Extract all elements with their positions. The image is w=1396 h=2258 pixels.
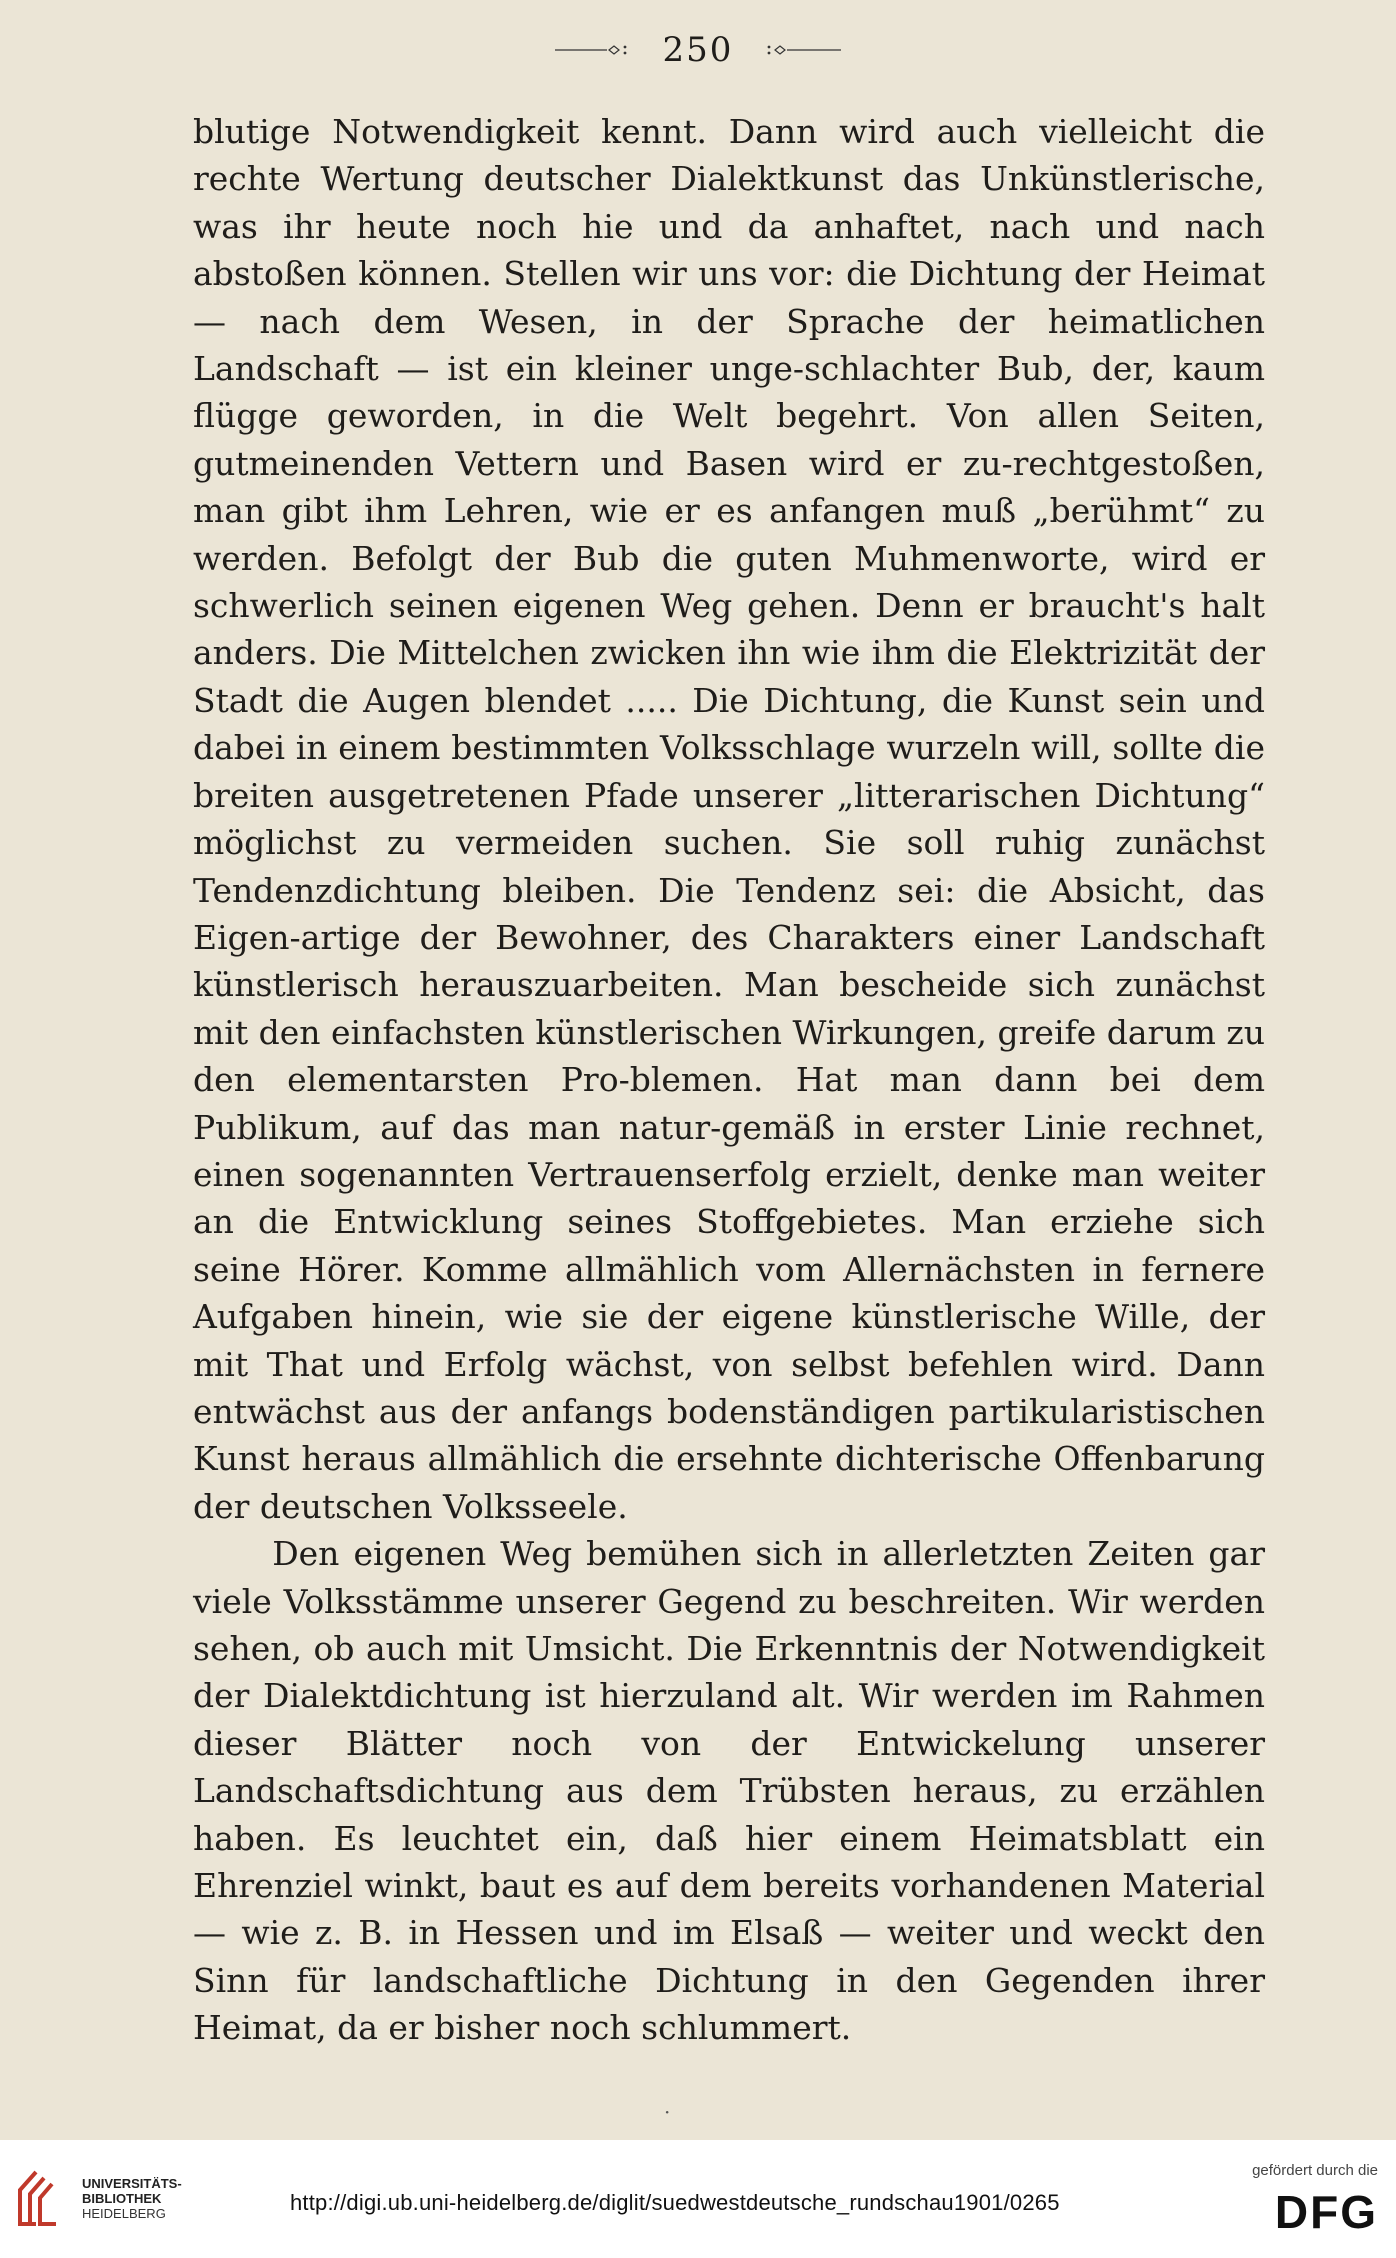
library-line-3: HEIDELBERG bbox=[82, 2205, 166, 2221]
library-logo[interactable] bbox=[16, 2168, 182, 2228]
ornament-left-icon bbox=[555, 40, 635, 60]
library-logo-icon bbox=[16, 2168, 70, 2228]
source-url-link[interactable]: http://digi.ub.uni-heidelberg.de/diglit/suedwestdeutsche_rundschau1901/0265 bbox=[290, 2190, 1060, 2215]
dfg-block[interactable] bbox=[1252, 2162, 1378, 2239]
paragraph-1: blutige Notwendigkeit kennt. Dann wird auch vielleicht die rechte Wertung deutscher Dialektkunst das Unkünstlerische, was ihr heute noch hie und da anhaftet, nach und nach abstoßen können. Stellen wir uns vor: die Dichtung der Heimat — nach dem Wesen, in der Sprache der heimatlichen Landschaft — ist ein kleiner unge-schlachter Bub, der, kaum flügge geworden, in die Welt begehrt. Von allen Seiten, gutmeinenden Vettern und Basen wird er zu-rechtgestoßen, man gibt ihm Lehren, wie er es anfangen muß „berühmt“ zu werden. Befolgt der Bub die guten Muhmenworte, wird er schwerlich seinen eigenen Weg gehen. Denn er braucht's halt anders. Die Mittelchen zwicken ihn wie ihm die Elektrizität der Stadt die Augen blendet ..... Die Dichtung, die Kunst sein und dabei in einem bestimmten Volksschlage wurzeln will, sollte die breiten ausgetretenen Pfade unserer „litterarischen Dichtung“ möglichst zu vermeiden suchen. Sie soll ruhig zunächst Tendenzdichtung bleiben. Die Tendenz sei: die Absicht, das Eigen-artige der Bewohner, des Charakters einer Landschaft künstlerisch herauszuarbeiten. Man bescheide sich zunächst mit den einfachsten künstlerischen Wirkungen, greife darum zu den elementarsten Pro-blemen. Hat man dann bei dem Publikum, auf das man natur-gemäß in erster Linie rechnet, einen sogenannten Vertrauenserfolg erzielt, denke man weiter an die Entwicklung seines Stoffgebietes. Man erziehe sich seine Hörer. Komme allmählich vom Allernächsten in fernere Aufgaben hinein, wie sie der eigene künstlerische Wille, der mit That und Erfolg wächst, von selbst befehlen wird. Dann entwächst aus der anfangs bodenständigen partikularistischen Kunst heraus allmählich die ersehnte dichterische Offenbarung der deutschen Volksseele. bbox=[193, 112, 1266, 1526]
funding-caption: gefördert durch die bbox=[1252, 2162, 1378, 2179]
library-name bbox=[82, 2176, 182, 2221]
body-text bbox=[193, 108, 1265, 2052]
page-header bbox=[0, 30, 1396, 70]
dfg-logo: DFG bbox=[1274, 2186, 1378, 2238]
page-number: 250 bbox=[662, 30, 734, 70]
library-line-1: UNIVERSITÄTS- bbox=[82, 2175, 182, 2191]
page-dot: · bbox=[664, 2100, 671, 2124]
footer-bar bbox=[0, 2140, 1396, 2258]
paragraph-2: Den eigenen Weg bemühen sich in allerletzten Zeiten gar viele Volksstämme unserer Gegend zu beschreiten. Wir werden sehen, ob auch mit Umsicht. Die Erkenntnis der Notwendigkeit der Dialektdichtung ist hierzuland alt. Wir werden im Rahmen dieser Blätter noch von der Entwickelung unserer Landschaftsdichtung aus dem Trübsten heraus, zu erzählen haben. Es leuchtet ein, daß hier einem Heimatsblatt ein Ehrenziel winkt, baut es auf dem bereits vorhandenen Material — wie z. B. in Hessen und im Elsaß — weiter und weckt den Sinn für landschaftliche Dichtung in den Gegenden ihrer Heimat, da er bisher noch schlummert. bbox=[193, 1534, 1265, 2048]
library-line-2: BIBLIOTHEK bbox=[82, 2190, 162, 2206]
ornament-right-icon bbox=[761, 40, 841, 60]
